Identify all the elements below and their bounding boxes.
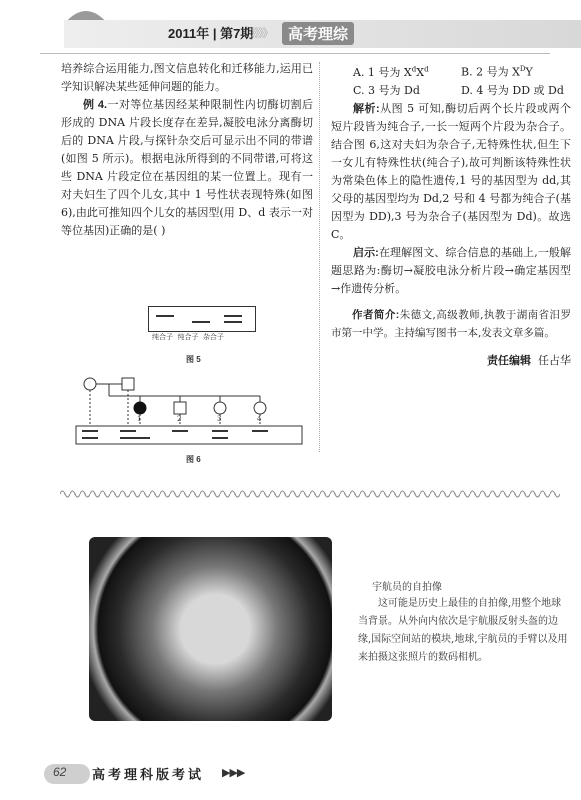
hint-paragraph bbox=[331, 244, 571, 298]
example-paragraph bbox=[61, 96, 313, 240]
gel-band bbox=[192, 321, 210, 323]
analysis-paragraph bbox=[331, 100, 571, 244]
issue-label: 2011年 | 第7期 bbox=[168, 26, 254, 41]
pedigree-diagram bbox=[74, 374, 304, 446]
example-text: 一对等位基因经某种限制性内切酶切割后形成的 DNA 片段长度存在差异,凝胶电泳分离酶切后的 DNA 片段,与探针杂交后可显示出不同的带谱(如图 5 所示)。根据电泳所得到的不同带谱,可将这些 DNA 片段定位在基因组的某一位置上。现有一对夫妇生了四个儿女,其中 1 号性状表现特殊(如图 6),由此可推知四个儿女的基因型(用 D、d 表示一对等位基因)正确的是( ) bbox=[61, 98, 313, 237]
gel-band bbox=[156, 315, 174, 317]
footer-arrows-icon: ▶▶▶ bbox=[222, 766, 245, 779]
hint-label: 启示: bbox=[353, 246, 379, 259]
header-arrows-icon: 》》》》 bbox=[250, 26, 273, 40]
header-rule bbox=[40, 53, 550, 54]
page-number-pill bbox=[44, 764, 90, 784]
option-c: C. 3 号为 Dd bbox=[353, 83, 420, 97]
column-separator bbox=[319, 62, 320, 452]
photo-caption-body: 这可能是历史上最佳的自拍像,用整个地球当背景。从外向内依次是宇航服反射头盔的边缘,国际空间站的模块,地球,宇航员的手臂以及用来拍摄这张照片的数码相机。 bbox=[358, 598, 568, 663]
right-column bbox=[331, 60, 571, 370]
child-label: 1 bbox=[137, 415, 142, 423]
editor-label: 责任编辑 bbox=[487, 354, 531, 367]
brand-label: 高考理综 bbox=[282, 22, 354, 45]
intro-paragraph: 培养综合运用能力,图文信息转化和迁移能力,运用已学知识解决某些延伸问题的能力。 bbox=[61, 62, 313, 93]
child-label: 3 bbox=[217, 415, 222, 423]
page-number: 62 bbox=[53, 765, 67, 779]
genotype-labels: 纯合子 纯合子 杂合子 bbox=[152, 333, 224, 341]
author-label: 作者简介: bbox=[352, 308, 400, 321]
options-row-2 bbox=[331, 82, 571, 100]
option-d: D. 4 号为 DD 或 Dd bbox=[461, 83, 564, 97]
example-label: 例 4. bbox=[83, 99, 108, 111]
figure-6 bbox=[74, 374, 304, 446]
editor-line bbox=[331, 352, 571, 370]
left-column bbox=[61, 60, 313, 240]
astronaut-selfie-photo bbox=[89, 537, 332, 721]
child-label: 4 bbox=[257, 415, 262, 423]
analysis-text: 从图 5 可知,酶切后两个长片段或两个短片段皆为纯合子,一长一短两个片段为杂合子。结合图 6,这对夫妇为杂合子,无特殊性状,但生下一女儿有特殊性状(纯合子),故可判断该特殊性状为常染色体上的隐性遗传,1 号的基因型为 dd,其父母的基因型均为 Dd,2 号和 4 号都为纯合子(基因型为 DD),3 号为杂合子(基因型为 Dd)。故选 C。 bbox=[331, 101, 571, 241]
footer-title: 高考理科版考试 bbox=[92, 767, 205, 782]
figure-5 bbox=[148, 306, 258, 340]
hint-text: 在理解图文、综合信息的基础上,一般解题思路为:酶切→凝胶电泳分析片段→确定基因型→作遗传分析。 bbox=[331, 245, 571, 295]
option-a: A. 1 号为 $X^dX^d$ bbox=[353, 65, 429, 79]
gel-band bbox=[224, 321, 242, 323]
figure-5-label: 图 5 bbox=[186, 355, 201, 364]
author-text: 朱德文,高级教师,执教于湖南省汨罗市第一中学。主持编写图书一本,发表文章多篇。 bbox=[331, 308, 571, 339]
option-b: B. 2 号为 $X^DY$ bbox=[461, 65, 533, 79]
child-label: 2 bbox=[177, 415, 182, 423]
gel-box bbox=[148, 306, 256, 332]
photo-caption-title: 宇航员的自拍像 bbox=[372, 582, 442, 593]
gel-band bbox=[224, 315, 242, 317]
author-paragraph bbox=[331, 306, 571, 342]
decorative-divider bbox=[60, 486, 560, 500]
figure-6-label: 图 6 bbox=[186, 455, 201, 464]
options-row-1 bbox=[331, 60, 571, 82]
analysis-label: 解析: bbox=[353, 102, 380, 115]
editor-name: 任占华 bbox=[538, 353, 571, 367]
